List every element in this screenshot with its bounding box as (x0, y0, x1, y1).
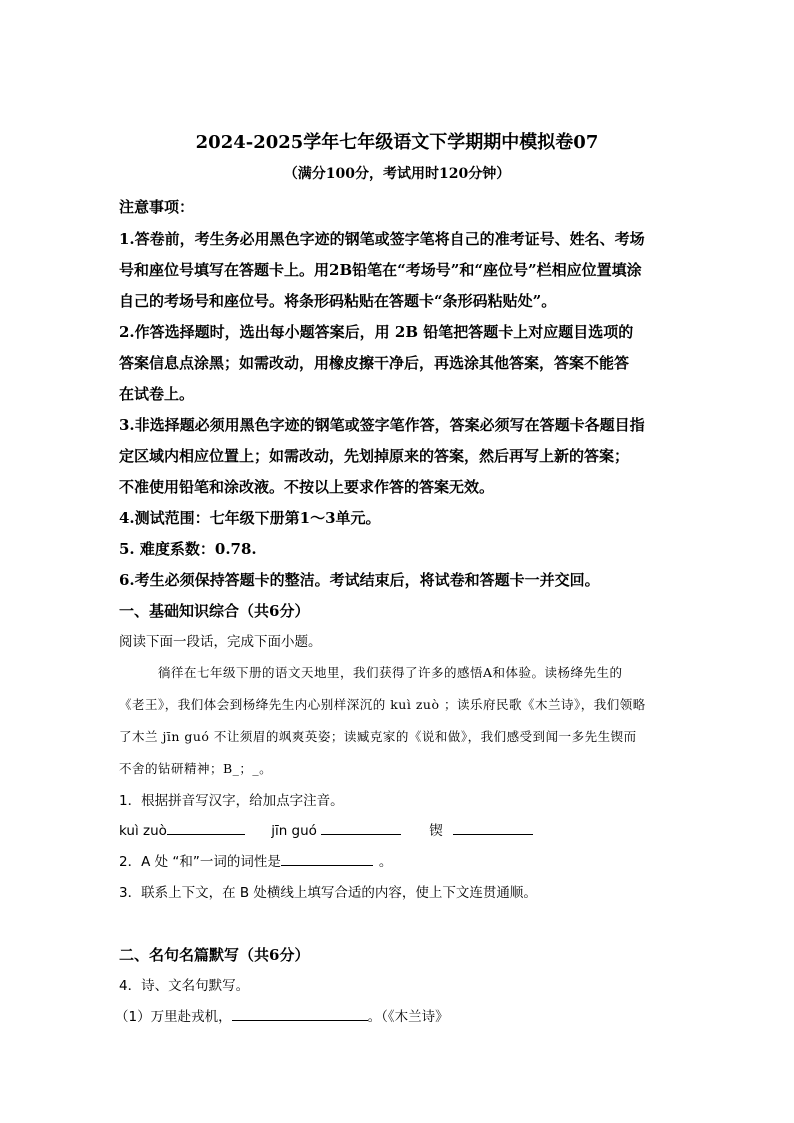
question-4-1 (115, 1006, 449, 1028)
question-2-end: 。 (378, 854, 393, 870)
passage-line: 徜徉在七年级下册的语文天地里，我们获得了许多的感悟A和体验。读杨绛先生的 (158, 665, 623, 680)
question-4-1-source: 。（《木兰诗》 (367, 1009, 449, 1025)
question-2 (119, 851, 392, 873)
note-line: 1.答卷前，考生务必用黑色字迹的钢笔或签字笔将自己的准考证号、姓名、考场 (119, 230, 645, 248)
note-line: 自己的考场号和座位号。将条形码粘贴在答题卡“条形码粘贴处”。 (119, 292, 557, 310)
note-line: 号和座位号填写在答题卡上。用2B铅笔在“考场号”和“座位号”栏相应位置填涂 (119, 261, 642, 279)
note-line: 答案信息点涂黑；如需改动，用橡皮擦干净后，再选涂其他答案，答案不能答 (119, 354, 630, 372)
pinyin-jinguo: jīn guó (271, 823, 317, 839)
notes-heading: 注意事项： (119, 198, 195, 216)
character-qie: 锲 (429, 823, 443, 839)
question-4: 4．诗、文名句默写。 (119, 978, 250, 994)
exam-title: 2024-2025学年七年级语文下学期期中模拟卷07 (195, 132, 599, 153)
passage-line: 不舍的钻研精神；B_；_。 (119, 761, 273, 776)
answer-blank[interactable] (321, 820, 401, 835)
section1-heading: 一、基础知识综合（共6分） (119, 602, 310, 620)
answer-blank[interactable] (281, 851, 373, 866)
section1-instruction: 阅读下面一段话，完成下面小题。 (119, 634, 322, 650)
section2-heading: 二、名句名篇默写（共6分） (119, 946, 310, 964)
exam-subtitle: （满分100分，考试用时120分钟） (283, 166, 511, 182)
note-line: 2.作答选择题时，选出每小题答案后，用 2B 铅笔把答题卡上对应题目选项的 (119, 323, 634, 341)
answer-blank[interactable] (232, 1006, 368, 1021)
note-line: 3.非选择题必须用黑色字迹的钢笔或签字笔作答，答案必须写在答题卡各题目指 (119, 416, 645, 434)
question-3: 3．联系上下文，在 B 处横线上填写合适的内容，使上下文连贯通顺。 (119, 885, 537, 901)
answer-blank[interactable] (167, 820, 245, 835)
question-1-answers (119, 820, 533, 842)
pinyin-kuizuo: kuì zuò (119, 823, 167, 839)
question-4-1-text: （1）万里赴戎机， (115, 1009, 232, 1025)
note-line: 定区域内相应位置上；如需改动，先划掉原来的答案，然后再写上新的答案； (119, 447, 630, 465)
answer-blank[interactable] (453, 820, 533, 835)
note-line: 6.考生必须保持答题卡的整洁。考试结束后，将试卷和答题卡一并交回。 (119, 571, 600, 589)
question-1: 1．根据拼音写汉字，给加点字注音。 (119, 793, 344, 809)
passage-line: 《老王》，我们体会到杨绛先生内心别样深沉的 kuì zuò ；读乐府民歌《木兰诗》，我们领略 (119, 697, 646, 712)
passage-line: 了木兰 jīn guó 不让须眉的飒爽英姿；读臧克家的《说和做》，我们感受到闻一多先生锲而 (119, 729, 637, 744)
note-line: 4.测试范围：七年级下册第1～3单元。 (119, 509, 381, 527)
note-line: 5. 难度系数：0.78. (119, 540, 257, 558)
note-line: 在试卷上。 (119, 385, 195, 403)
question-2-text: 2．A 处 “和”一词的词性是 (119, 854, 281, 870)
note-line: 不准使用铅笔和涂改液。不按以上要求作答的答案无效。 (119, 478, 495, 496)
